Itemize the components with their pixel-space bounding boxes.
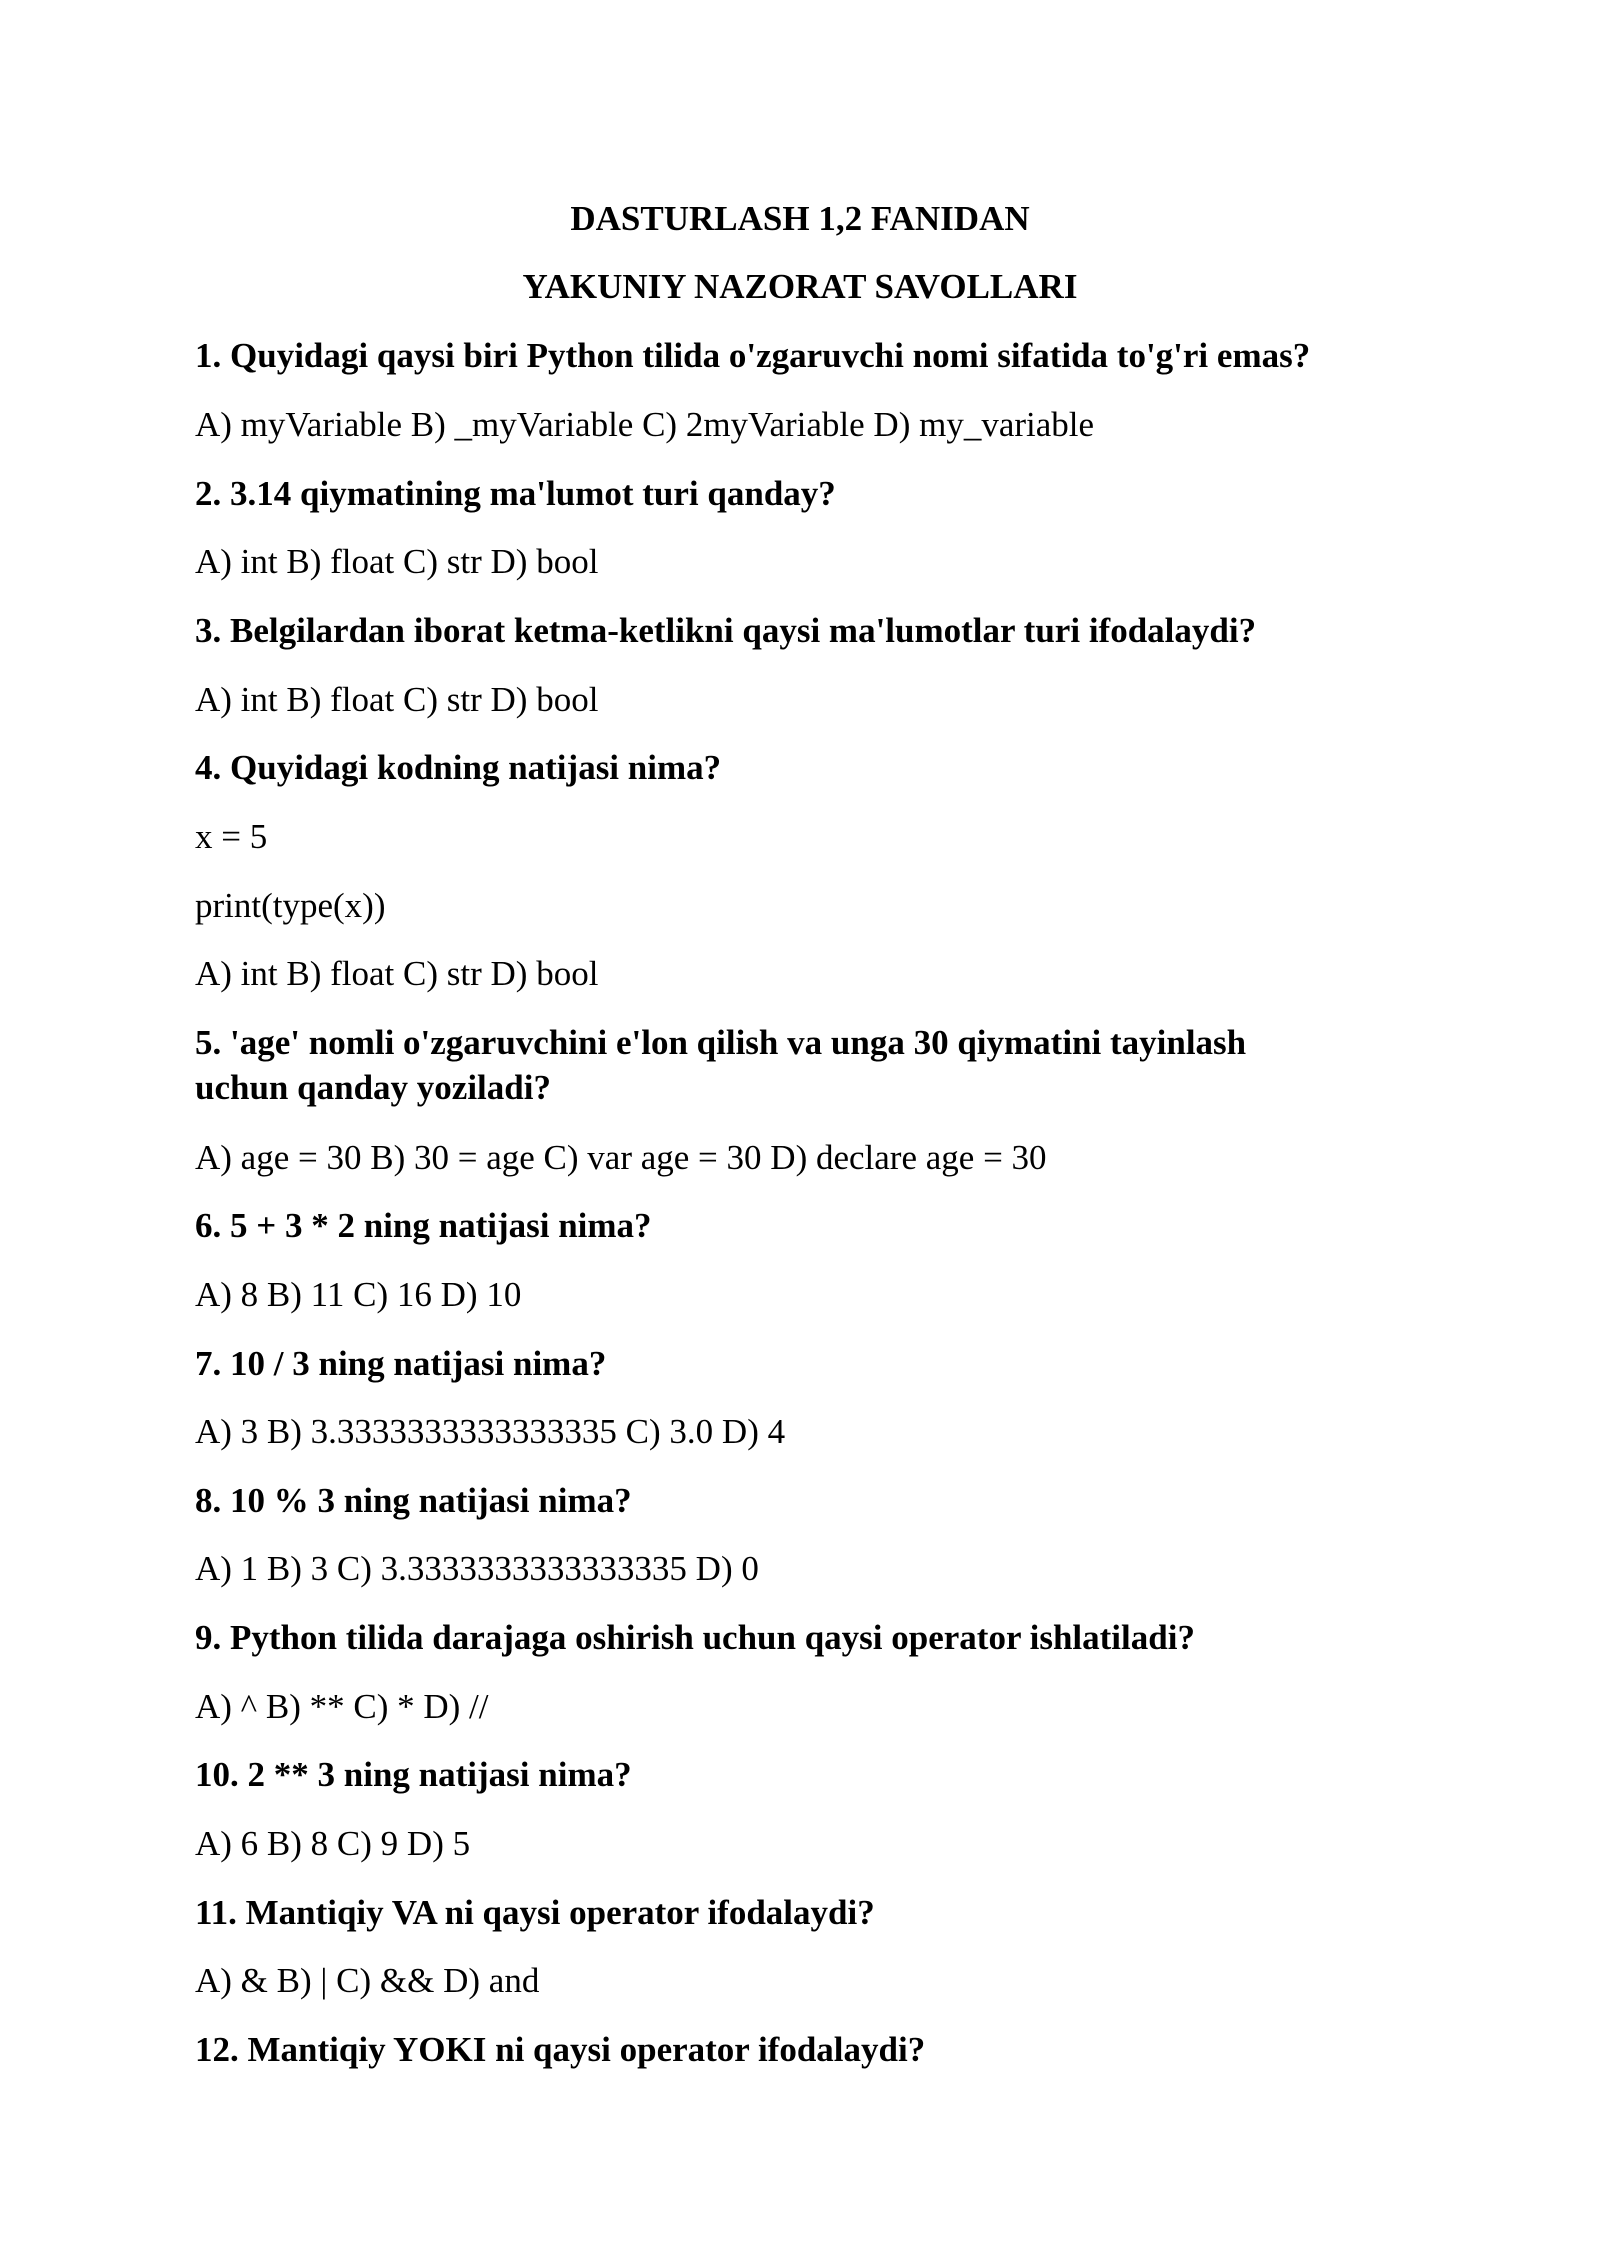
question-9-text: 9. Python tilida darajaga oshirish uchun qaysi operator ishlatiladi?	[195, 1618, 1195, 1657]
question-4-code-line-1: x = 5	[195, 817, 268, 856]
question-4-code-line-2: print(type(x))	[195, 886, 386, 925]
question-4-text: 4. Quyidagi kodning natijasi nima?	[195, 748, 722, 787]
question-1-options: A) myVariable B) _myVariable C) 2myVariable D) my_variable	[195, 405, 1095, 444]
question-2-options: A) int B) float C) str D) bool	[195, 542, 599, 581]
question-7-text: 7. 10 / 3 ning natijasi nima?	[195, 1344, 607, 1383]
question-3-text: 3. Belgilardan iborat ketma-ketlikni qaysi ma'lumotlar turi ifodalaydi?	[195, 611, 1257, 650]
question-11-text: 11. Mantiqiy VA ni qaysi operator ifodalaydi?	[195, 1893, 875, 1932]
question-10-options: A) 6 B) 8 C) 9 D) 5	[195, 1824, 471, 1863]
question-12-text: 12. Mantiqiy YOKI ni qaysi operator ifodalaydi?	[195, 2030, 926, 2069]
question-8-text: 8. 10 % 3 ning natijasi nima?	[195, 1481, 632, 1520]
question-9-options: A) ^ B) ** C) * D) //	[195, 1687, 489, 1726]
question-5-options: A) age = 30 B) 30 = age C) var age = 30 D) declare age = 30	[195, 1138, 1047, 1177]
question-5-text-line-2: uchun qanday yoziladi?	[195, 1068, 551, 1107]
question-11-options: A) & B) | C) && D) and	[195, 1961, 540, 2000]
document-title-line-1: DASTURLASH 1,2 FANIDAN	[570, 199, 1030, 238]
question-10-text: 10. 2 ** 3 ning natijasi nima?	[195, 1755, 632, 1794]
question-3-options: A) int B) float C) str D) bool	[195, 680, 599, 719]
question-1-text: 1. Quyidagi qaysi biri Python tilida o'zgaruvchi nomi sifatida to'g'ri emas?	[195, 336, 1311, 375]
question-5-text-line-1: 5. 'age' nomli o'zgaruvchini e'lon qilish va unga 30 qiymatini tayinlash	[195, 1023, 1247, 1062]
question-2-text: 2. 3.14 qiymatining ma'lumot turi qanday?	[195, 474, 836, 513]
question-4-options: A) int B) float C) str D) bool	[195, 954, 599, 993]
question-7-options: A) 3 B) 3.3333333333333335 C) 3.0 D) 4	[195, 1412, 786, 1451]
document-title-line-2: YAKUNIY NAZORAT SAVOLLARI	[522, 267, 1078, 306]
question-6-text: 6. 5 + 3 * 2 ning natijasi nima?	[195, 1206, 652, 1245]
question-8-options: A) 1 B) 3 C) 3.3333333333333335 D) 0	[195, 1549, 759, 1588]
question-6-options: A) 8 B) 11 C) 16 D) 10	[195, 1275, 522, 1314]
